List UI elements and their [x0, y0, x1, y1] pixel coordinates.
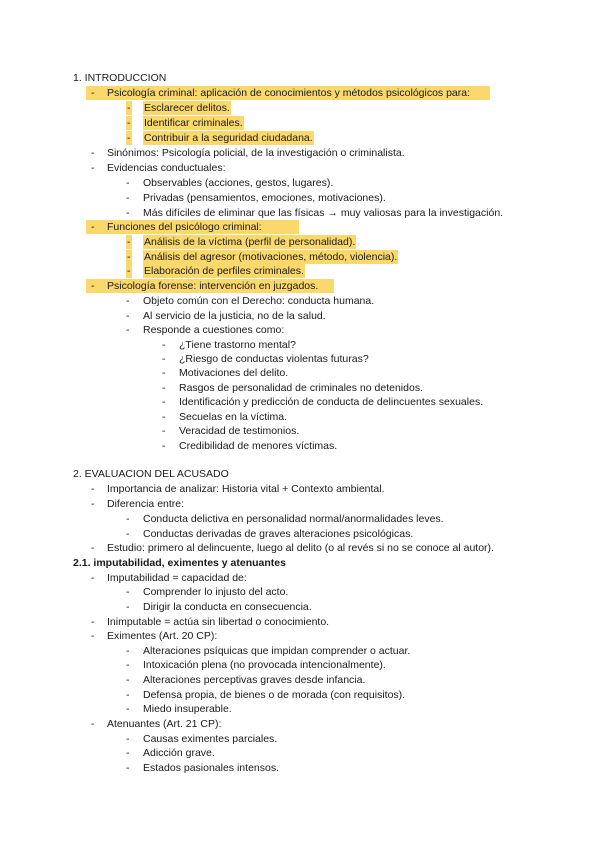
document-page: 1. INTRODUCCION - Psicología criminal: aplicación de conocimientos y métodos psicológicos para: - Esclarecer delitos. - Identificar criminales. - Contribuir a la seguridad ciudadana. - Sinónimos: Psicología policial, de la investigación o criminalista. - Evidencias conductuales: - Observables (acciones, gestos, lugares). - Privadas (pensamientos, emociones, motivaciones). - Más difíciles de eliminar que las físicas → muy valiosas para la investigación. - Funciones del psicólogo criminal: - Análisis de la víctima (perfil de personalidad). - Análisis del agresor (motivaciones, método, violencia). - Elaboración de perfiles criminales. - Psicología forense: intervención en juzgados. - Objeto común con el Derecho: conducta humana. - Al servicio de la justicia, no de la salud. - Responde a cuestiones como: - ¿Tiene trastorno mental? - ¿Riesgo de conductas violentas futuras? - Motivaciones del delito. - Rasgos de personalidad de criminales no detenidos. - Identificación y predicción de conducta de delincuentes sexuales. - Secuelas en la víctima. - Veracidad de testimonios. - Credibilidad de menores víctimas. 2. EVALUACION DEL ACUSADO - Importancia de analizar: Historia vital + Contexto ambiental. - Diferencia entre: - Conducta delictiva en personalidad normal/anormalidades leves. - Conductas derivadas de graves alteraciones psicológicas. - Estudio: primero al delincuente, luego al delito (o al revés si no se conoce al autor). 2.1. imputabilidad, eximentes y atenuantes - Imputabilidad = capacidad de: - Comprender lo injusto del acto. - Dirigir la conducta en consecuencia. - Inimputable = actúa sin libertad o conocimiento. - Eximentes (Art. 20 CP): - Alteraciones psíquicas que impidan comprender o actuar. - Intoxicación plena (no provocada intencionalmente). - Alteraciones perceptivas graves desde infancia. - Defensa propia, de bienes o de morada (con requisitos). - Miedo insuperable. - Atenuantes (Art. 21 CP): - Causas eximentes parciales. - Adicción grave. - Estados pasionales intensos.: [73, 72, 504, 774]
section-1-title: 1. INTRODUCCION: [73, 72, 167, 84]
section-2-title: 2. EVALUACION DEL ACUSADO: [73, 468, 229, 480]
section-2-1-title: 2.1. imputabilidad, eximentes y atenuantes: [73, 557, 286, 569]
